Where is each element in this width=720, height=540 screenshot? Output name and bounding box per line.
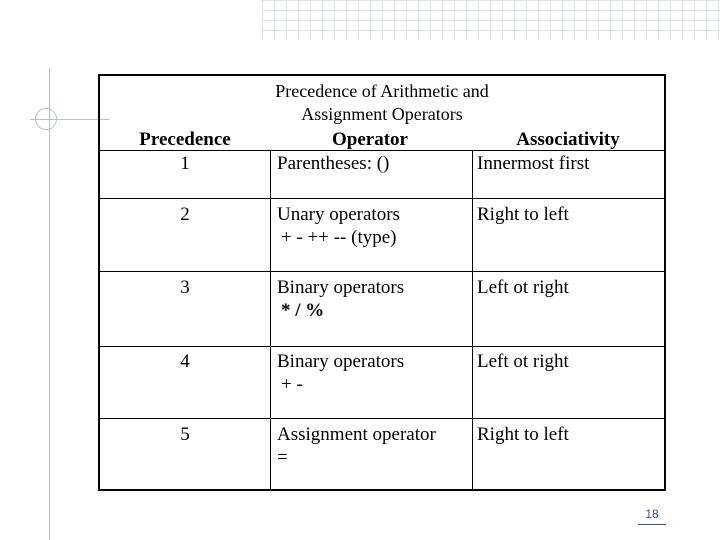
row-5-precedence: 5	[180, 424, 190, 445]
header-associativity: Associativity	[516, 129, 620, 150]
row-3-associativity: Left ot right	[477, 277, 569, 298]
table-title	[100, 80, 664, 126]
row-2-operator	[277, 203, 467, 249]
table-title-line1: Precedence of Arithmetic and	[275, 81, 489, 101]
row-2-precedence: 2	[180, 204, 190, 225]
row-3-operator-symbols: * / %	[281, 300, 325, 321]
row-divider	[100, 418, 664, 419]
decorative-vertical-line	[49, 68, 50, 540]
header-precedence: Precedence	[139, 129, 231, 150]
column-divider	[270, 150, 271, 489]
row-5-associativity: Right to left	[477, 424, 569, 445]
row-3-operator-label: Binary operators	[277, 277, 405, 298]
row-5-operator-symbols: =	[277, 447, 288, 468]
decorative-grid-pattern	[262, 0, 720, 40]
row-divider	[100, 346, 664, 347]
row-5-operator	[277, 423, 467, 469]
row-1-precedence: 1	[180, 153, 190, 174]
row-4-precedence: 4	[180, 351, 190, 372]
table-title-line2: Assignment Operators	[301, 104, 463, 124]
row-2-associativity: Right to left	[477, 204, 569, 225]
row-4-operator	[277, 350, 467, 396]
row-divider	[100, 198, 664, 199]
page-number: 18	[645, 507, 659, 521]
column-divider	[472, 150, 473, 489]
row-1-operator: Parentheses: ()	[277, 153, 390, 174]
page-number-underline	[638, 524, 666, 525]
row-4-operator-symbols: + -	[281, 374, 303, 395]
row-3-precedence: 3	[180, 277, 190, 298]
row-divider	[100, 271, 664, 272]
row-2-operator-symbols: + - ++ -- (type)	[281, 227, 397, 248]
row-3-operator	[277, 276, 467, 322]
header-operator: Operator	[332, 129, 408, 150]
row-1-associativity: Innermost first	[477, 153, 590, 174]
operator-precedence-table	[98, 74, 666, 491]
row-2-operator-label: Unary operators	[277, 204, 400, 225]
header-divider	[100, 150, 664, 151]
decorative-circle	[35, 108, 57, 130]
row-4-associativity: Left ot right	[477, 351, 569, 372]
row-5-operator-label: Assignment operator	[277, 424, 436, 445]
row-4-operator-label: Binary operators	[277, 351, 405, 372]
